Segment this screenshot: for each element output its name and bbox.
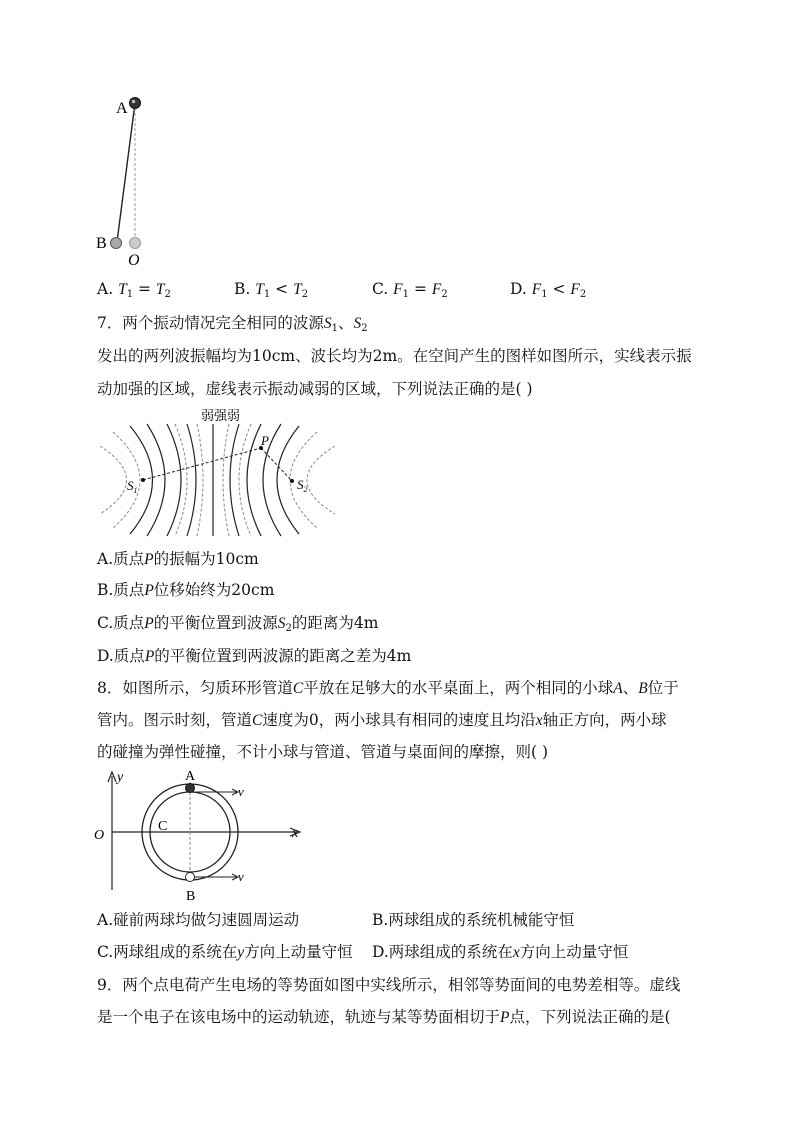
q8-stem-line3: 的碰撞为弹性碰撞，不计小球与管道、管道与桌面间的摩擦，则( ) bbox=[97, 743, 549, 761]
ring-pipe-figure bbox=[92, 766, 312, 902]
svg-text:S2: $S_2$ bbox=[297, 477, 308, 494]
label-o: O bbox=[128, 252, 140, 269]
q8-option-a[interactable]: A.碰前两球均做匀速圆周运动 bbox=[97, 911, 300, 929]
pendulum-figure bbox=[90, 90, 160, 270]
svg-text:v: v bbox=[238, 784, 244, 799]
q9-stem-line1: 9．两个点电荷产生电场的等势面如图中实线所示，相邻等势面间的电势差相等。虚线 bbox=[97, 976, 681, 994]
q6-option-a[interactable]: A. $T_1 = T_2$ bbox=[97, 280, 171, 300]
q6-option-d[interactable]: D. $F_1 < F_2$ bbox=[510, 280, 587, 300]
label-a: A bbox=[116, 100, 128, 117]
q8-option-c[interactable]: C.两球组成的系统在y方向上动量守恒 bbox=[97, 943, 353, 961]
q7-option-d[interactable]: D.质点P的平衡位置到两波源的距离之差为4m bbox=[97, 647, 412, 665]
svg-text:x: x bbox=[292, 826, 299, 841]
q7-stem-line1: 7．两个振动情况完全相同的波源$S_1$、$S_2$ bbox=[97, 314, 368, 334]
svg-text:y: y bbox=[117, 770, 124, 785]
q8-stem-line1: 8．如图所示，匀质环形管道C平放在足够大的水平桌面上，两个相同的小球A、B位于 bbox=[97, 679, 679, 697]
svg-text:C: C bbox=[158, 819, 168, 834]
ball-a bbox=[186, 784, 195, 793]
q8-option-d[interactable]: D.两球组成的系统在x方向上动量守恒 bbox=[372, 943, 629, 961]
ball-b bbox=[186, 873, 195, 882]
label-p: P bbox=[261, 433, 269, 448]
svg-text:O: O bbox=[94, 828, 105, 843]
q6-option-b[interactable]: B. $T_1 < T_2$ bbox=[234, 280, 309, 300]
q6-option-c[interactable]: C. $F_1 = F_2$ bbox=[372, 280, 448, 300]
svg-text:A: A bbox=[185, 769, 196, 784]
svg-text:S1: $S_1$ bbox=[127, 478, 138, 495]
q7-option-a[interactable]: A.质点P的振幅为10cm bbox=[97, 550, 259, 568]
ball-a bbox=[130, 98, 141, 109]
svg-text:v: v bbox=[238, 869, 244, 884]
q7-stem-line2: 发出的两列波振幅均为10cm、波长均为2m。在空间产生的图样如图所示，实线表示振 bbox=[97, 347, 692, 365]
ball-b bbox=[111, 238, 122, 249]
q7-stem-line3: 动加强的区域，虚线表示振动减弱的区域，下列说法正确的是( ) bbox=[97, 380, 533, 398]
q8-stem-line2: 管内。图示时刻，管道C速度为0，两小球具有相同的速度且均沿x轴正方向，两小球 bbox=[97, 711, 667, 729]
q8-option-b[interactable]: B.两球组成的系统机械能守恒 bbox=[372, 911, 575, 929]
q9-stem-line2: 是一个电子在该电场中的运动轨迹，轨迹与某等势面相切于P点，下列说法正确的是( bbox=[97, 1008, 671, 1026]
ball-o bbox=[130, 238, 141, 249]
q7-option-b[interactable]: B.质点P位移始终为20cm bbox=[97, 581, 275, 599]
wave-interference-figure bbox=[95, 402, 340, 540]
svg-text:B: B bbox=[186, 889, 196, 902]
q7-option-c[interactable]: C.质点P的平衡位置到波源$S_2$的距离为4m bbox=[97, 614, 379, 634]
label-b: B bbox=[96, 235, 107, 252]
figure-top-label: 弱强弱 bbox=[201, 408, 241, 423]
